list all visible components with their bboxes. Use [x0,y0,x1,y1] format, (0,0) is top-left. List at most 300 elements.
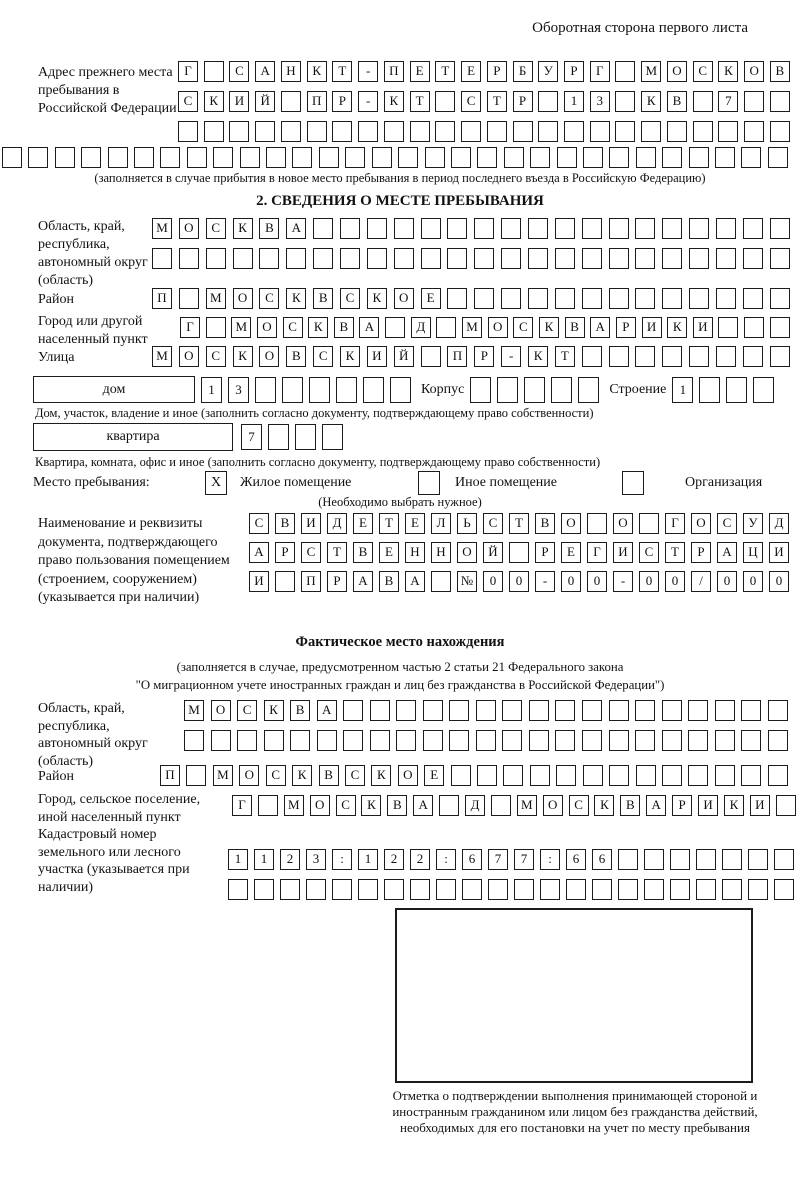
char-cell[interactable]: О [239,765,259,786]
char-cell[interactable]: 1 [254,849,274,870]
char-cell[interactable] [716,346,736,367]
char-cell[interactable] [555,288,575,309]
char-cell[interactable]: С [301,542,321,563]
char-cell[interactable]: Е [353,513,373,534]
char-cell[interactable] [615,91,635,112]
char-cell[interactable] [590,121,610,142]
char-cell[interactable]: И [769,542,789,563]
char-cell[interactable] [385,317,405,338]
char-cell[interactable] [615,61,635,82]
char-cell[interactable]: А [717,542,737,563]
char-cell[interactable] [332,121,352,142]
char-cell[interactable]: Т [665,542,685,563]
char-cell[interactable]: К [233,346,253,367]
char-cell[interactable]: К [340,346,360,367]
char-cell[interactable] [774,879,794,900]
char-cell[interactable] [345,147,365,168]
char-cell[interactable]: 0 [483,571,503,592]
char-cell[interactable] [741,700,761,721]
char-cell[interactable]: О [179,218,199,239]
char-cell[interactable]: С [340,288,360,309]
char-cell[interactable]: Д [327,513,347,534]
char-cell[interactable] [502,700,522,721]
char-cell[interactable]: С [717,513,737,534]
char-cell[interactable]: 7 [241,424,262,450]
char-cell[interactable]: Г [178,61,198,82]
char-cell[interactable]: С [639,542,659,563]
char-cell[interactable] [530,147,550,168]
char-cell[interactable]: Й [483,542,503,563]
char-cell[interactable] [770,91,790,112]
char-cell[interactable] [213,147,233,168]
char-cell[interactable]: С [336,795,356,816]
char-cell[interactable] [447,288,467,309]
char-cell[interactable]: А [359,317,379,338]
char-cell[interactable] [421,248,441,269]
char-cell[interactable] [211,730,231,751]
char-cell[interactable]: Г [180,317,200,338]
char-cell[interactable] [693,121,713,142]
char-cell[interactable] [555,700,575,721]
char-cell[interactable]: К [718,61,738,82]
char-cell[interactable]: Д [411,317,431,338]
char-cell[interactable] [488,879,508,900]
char-cell[interactable]: А [249,542,269,563]
char-cell[interactable] [578,377,599,403]
char-cell[interactable] [528,248,548,269]
char-cell[interactable] [583,147,603,168]
char-cell[interactable] [286,248,306,269]
char-cell[interactable]: О [457,542,477,563]
char-cell[interactable]: С [483,513,503,534]
char-cell[interactable] [268,424,289,450]
char-cell[interactable]: Е [424,765,444,786]
char-cell[interactable]: П [152,288,172,309]
char-cell[interactable]: Б [513,61,533,82]
char-cell[interactable]: И [698,795,718,816]
char-cell[interactable]: 3 [228,377,249,403]
char-cell[interactable] [696,849,716,870]
char-cell[interactable] [635,218,655,239]
char-cell[interactable] [372,147,392,168]
char-cell[interactable]: 0 [717,571,737,592]
char-cell[interactable] [753,377,774,403]
char-cell[interactable] [688,700,708,721]
char-cell[interactable] [421,346,441,367]
char-cell[interactable] [367,248,387,269]
char-cell[interactable] [609,346,629,367]
char-cell[interactable]: Р [672,795,692,816]
char-cell[interactable]: У [538,61,558,82]
char-cell[interactable] [229,121,249,142]
char-cell[interactable] [264,730,284,751]
char-cell[interactable] [774,849,794,870]
char-cell[interactable] [662,765,682,786]
char-cell[interactable] [370,730,390,751]
char-cell[interactable]: К [367,288,387,309]
char-cell[interactable] [449,700,469,721]
char-cell[interactable]: С [259,288,279,309]
char-cell[interactable]: 2 [410,849,430,870]
char-cell[interactable] [435,121,455,142]
char-cell[interactable] [358,879,378,900]
char-cell[interactable] [670,849,690,870]
char-cell[interactable] [744,317,764,338]
char-cell[interactable] [715,147,735,168]
char-cell[interactable] [715,765,735,786]
char-cell[interactable]: К [307,61,327,82]
char-cell[interactable] [275,571,295,592]
char-cell[interactable] [160,147,180,168]
char-cell[interactable] [768,700,788,721]
char-cell[interactable] [449,730,469,751]
char-cell[interactable]: К [384,91,404,112]
char-cell[interactable]: О [744,61,764,82]
char-cell[interactable] [491,795,511,816]
char-cell[interactable] [396,730,416,751]
char-cell[interactable] [487,121,507,142]
char-cell[interactable] [436,879,456,900]
char-cell[interactable] [644,879,664,900]
char-cell[interactable] [609,700,629,721]
char-cell[interactable]: Р [474,346,494,367]
char-cell[interactable]: С [313,346,333,367]
char-cell[interactable]: К [641,91,661,112]
char-cell[interactable]: С [283,317,303,338]
char-cell[interactable]: Й [394,346,414,367]
char-cell[interactable] [258,795,278,816]
char-cell[interactable] [502,730,522,751]
char-cell[interactable]: - [501,346,521,367]
char-cell[interactable]: В [275,513,295,534]
char-cell[interactable] [688,765,708,786]
char-cell[interactable] [556,765,576,786]
char-cell[interactable]: М [213,765,233,786]
char-cell[interactable]: В [290,700,310,721]
char-cell[interactable] [715,700,735,721]
char-cell[interactable] [770,218,790,239]
char-cell[interactable]: И [229,91,249,112]
char-cell[interactable] [2,147,22,168]
char-cell[interactable] [470,377,491,403]
char-cell[interactable]: К [286,288,306,309]
char-cell[interactable]: - [358,61,378,82]
char-cell[interactable]: И [613,542,633,563]
char-cell[interactable] [477,765,497,786]
char-cell[interactable]: О [488,317,508,338]
char-cell[interactable] [538,91,558,112]
char-cell[interactable] [743,218,763,239]
char-cell[interactable] [662,248,682,269]
char-cell[interactable] [530,765,550,786]
char-cell[interactable]: Г [590,61,610,82]
char-cell[interactable] [28,147,48,168]
char-cell[interactable]: К [292,765,312,786]
char-cell[interactable]: 0 [509,571,529,592]
char-cell[interactable] [451,765,471,786]
char-cell[interactable] [421,218,441,239]
char-cell[interactable] [688,730,708,751]
char-cell[interactable] [524,377,545,403]
char-cell[interactable]: П [307,91,327,112]
char-cell[interactable] [716,218,736,239]
char-cell[interactable] [436,317,456,338]
char-cell[interactable] [204,121,224,142]
char-cell[interactable]: В [313,288,333,309]
char-cell[interactable]: 0 [665,571,685,592]
char-cell[interactable] [206,317,226,338]
char-cell[interactable] [743,288,763,309]
char-cell[interactable]: О [310,795,330,816]
char-cell[interactable] [564,121,584,142]
char-cell[interactable]: А [646,795,666,816]
checkbox-other-premises[interactable] [418,471,440,495]
char-cell[interactable] [582,700,602,721]
char-cell[interactable] [319,147,339,168]
char-cell[interactable] [186,765,206,786]
char-cell[interactable] [696,879,716,900]
char-cell[interactable] [503,765,523,786]
char-cell[interactable]: А [590,317,610,338]
char-cell[interactable] [716,248,736,269]
char-cell[interactable] [474,218,494,239]
char-cell[interactable]: Т [327,542,347,563]
char-cell[interactable] [715,730,735,751]
char-cell[interactable]: М [152,218,172,239]
char-cell[interactable]: П [384,61,404,82]
char-cell[interactable] [582,288,602,309]
char-cell[interactable] [529,700,549,721]
char-cell[interactable] [551,377,572,403]
char-cell[interactable] [390,377,411,403]
char-cell[interactable] [340,248,360,269]
char-cell[interactable]: И [367,346,387,367]
char-cell[interactable]: М [641,61,661,82]
char-cell[interactable]: Е [410,61,430,82]
char-cell[interactable] [670,879,690,900]
char-cell[interactable]: 7 [488,849,508,870]
char-cell[interactable] [555,730,575,751]
char-cell[interactable] [309,377,330,403]
char-cell[interactable] [726,377,747,403]
char-cell[interactable] [635,346,655,367]
char-cell[interactable]: О [179,346,199,367]
char-cell[interactable]: С [345,765,365,786]
char-cell[interactable] [770,248,790,269]
char-cell[interactable] [504,147,524,168]
char-cell[interactable] [609,730,629,751]
char-cell[interactable] [108,147,128,168]
char-cell[interactable]: Р [327,571,347,592]
char-cell[interactable]: К [539,317,559,338]
char-cell[interactable] [134,147,154,168]
char-cell[interactable]: Г [587,542,607,563]
char-cell[interactable]: М [206,288,226,309]
char-cell[interactable]: М [184,700,204,721]
char-cell[interactable]: Т [555,346,575,367]
char-cell[interactable] [343,730,363,751]
char-cell[interactable]: О [259,346,279,367]
char-cell[interactable] [635,730,655,751]
char-cell[interactable]: В [620,795,640,816]
char-cell[interactable]: Е [561,542,581,563]
char-cell[interactable]: Т [410,91,430,112]
char-cell[interactable] [178,121,198,142]
char-cell[interactable] [282,377,303,403]
char-cell[interactable] [501,218,521,239]
char-cell[interactable]: В [379,571,399,592]
char-cell[interactable] [292,147,312,168]
char-cell[interactable]: 3 [590,91,610,112]
char-cell[interactable] [768,147,788,168]
char-cell[interactable]: 7 [514,849,534,870]
char-cell[interactable] [476,730,496,751]
char-cell[interactable] [768,765,788,786]
char-cell[interactable]: О [667,61,687,82]
char-cell[interactable] [770,317,790,338]
char-cell[interactable] [582,730,602,751]
char-cell[interactable] [583,765,603,786]
char-cell[interactable]: 1 [228,849,248,870]
char-cell[interactable] [477,147,497,168]
char-cell[interactable]: Р [487,61,507,82]
char-cell[interactable] [384,879,404,900]
char-cell[interactable] [255,377,276,403]
char-cell[interactable] [644,849,664,870]
char-cell[interactable] [322,424,343,450]
char-cell[interactable] [635,248,655,269]
char-cell[interactable]: В [353,542,373,563]
char-cell[interactable] [538,121,558,142]
char-cell[interactable] [662,730,682,751]
char-cell[interactable]: Р [535,542,555,563]
char-cell[interactable]: Д [769,513,789,534]
char-cell[interactable] [540,879,560,900]
char-cell[interactable]: Н [281,61,301,82]
char-cell[interactable] [306,879,326,900]
char-cell[interactable] [555,248,575,269]
char-cell[interactable] [439,795,459,816]
char-cell[interactable] [529,730,549,751]
char-cell[interactable]: Р [513,91,533,112]
char-cell[interactable] [770,121,790,142]
char-cell[interactable] [363,377,384,403]
char-cell[interactable]: Н [405,542,425,563]
char-cell[interactable]: Т [379,513,399,534]
char-cell[interactable]: - [613,571,633,592]
char-cell[interactable] [394,248,414,269]
char-cell[interactable] [184,730,204,751]
char-cell[interactable]: Р [275,542,295,563]
char-cell[interactable]: 6 [462,849,482,870]
char-cell[interactable]: В [770,61,790,82]
char-cell[interactable]: 1 [358,849,378,870]
char-cell[interactable]: К [667,317,687,338]
char-cell[interactable]: : [436,849,456,870]
char-cell[interactable]: В [667,91,687,112]
char-cell[interactable]: 3 [306,849,326,870]
char-cell[interactable] [776,795,796,816]
char-cell[interactable] [557,147,577,168]
char-cell[interactable]: О [257,317,277,338]
char-cell[interactable] [689,346,709,367]
char-cell[interactable] [618,849,638,870]
char-cell[interactable]: Ц [743,542,763,563]
char-cell[interactable]: О [394,288,414,309]
char-cell[interactable] [741,147,761,168]
char-cell[interactable]: О [691,513,711,534]
char-cell[interactable] [587,513,607,534]
char-cell[interactable] [384,121,404,142]
char-cell[interactable] [367,218,387,239]
char-cell[interactable] [662,288,682,309]
char-cell[interactable]: М [462,317,482,338]
char-cell[interactable] [410,121,430,142]
char-cell[interactable] [528,218,548,239]
char-cell[interactable] [662,346,682,367]
char-cell[interactable] [398,147,418,168]
char-cell[interactable] [313,248,333,269]
char-cell[interactable] [528,288,548,309]
char-cell[interactable] [307,121,327,142]
char-cell[interactable] [313,218,333,239]
char-cell[interactable] [179,248,199,269]
char-cell[interactable] [609,288,629,309]
char-cell[interactable]: С [206,218,226,239]
char-cell[interactable] [743,346,763,367]
char-cell[interactable] [447,248,467,269]
char-cell[interactable]: А [353,571,373,592]
char-cell[interactable]: С [461,91,481,112]
char-cell[interactable]: П [160,765,180,786]
char-cell[interactable]: 1 [564,91,584,112]
char-cell[interactable]: К [204,91,224,112]
char-cell[interactable]: О [398,765,418,786]
char-cell[interactable]: И [642,317,662,338]
char-cell[interactable] [451,147,471,168]
char-cell[interactable]: 1 [201,377,222,403]
char-cell[interactable]: Т [487,91,507,112]
char-cell[interactable]: О [561,513,581,534]
char-cell[interactable]: : [332,849,352,870]
char-cell[interactable]: Е [421,288,441,309]
char-cell[interactable]: Г [232,795,252,816]
char-cell[interactable]: Т [435,61,455,82]
char-cell[interactable]: В [535,513,555,534]
char-cell[interactable]: М [284,795,304,816]
char-cell[interactable]: П [447,346,467,367]
char-cell[interactable] [336,377,357,403]
char-cell[interactable]: М [152,346,172,367]
char-cell[interactable] [423,700,443,721]
char-cell[interactable]: С [178,91,198,112]
char-cell[interactable] [396,700,416,721]
char-cell[interactable] [609,248,629,269]
char-cell[interactable]: Л [431,513,451,534]
char-cell[interactable] [370,700,390,721]
char-cell[interactable] [474,248,494,269]
char-cell[interactable]: Т [332,61,352,82]
char-cell[interactable] [204,61,224,82]
char-cell[interactable] [501,248,521,269]
char-cell[interactable]: Р [691,542,711,563]
char-cell[interactable] [501,288,521,309]
char-cell[interactable]: Р [564,61,584,82]
char-cell[interactable] [689,248,709,269]
char-cell[interactable] [615,121,635,142]
char-cell[interactable]: Г [665,513,685,534]
char-cell[interactable]: О [543,795,563,816]
